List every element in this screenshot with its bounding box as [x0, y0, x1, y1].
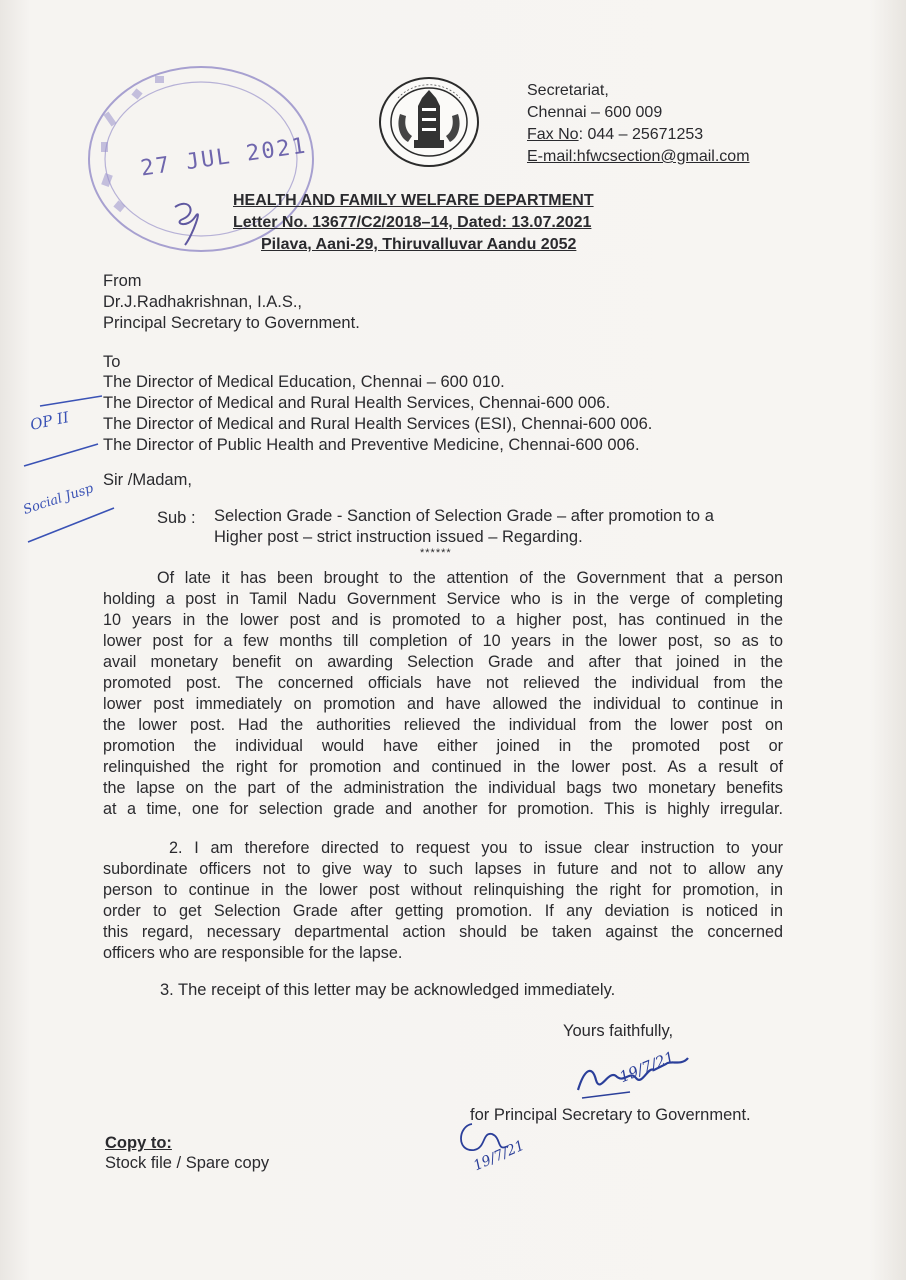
para1-line: Of late it has been brought to the attention of the Government that a person — [157, 569, 783, 587]
para2-line: this regard, necessary departmental action should be taken against the concerned — [103, 923, 783, 941]
para1-line: lower post immediately on promotion and have allowed the individual to continue in — [103, 695, 783, 713]
subject-line1: Selection Grade - Sanction of Selection Grade – after promotion to a — [214, 507, 714, 525]
subject-separator: ****** — [420, 547, 452, 559]
para1-line: promotion the individual would have either joined in the promoted post or — [103, 737, 783, 755]
fax-value: : 044 – 25671253 — [578, 126, 704, 143]
recipient-2: The Director of Medical and Rural Health Services, Chennai-600 006. — [103, 394, 611, 412]
para1-line: relinquished the right for promotion and continued in the lower post. As a result of — [103, 758, 783, 776]
para1-line: promoted post. The concerned officials have not relieved the individual from the — [103, 674, 783, 692]
email-value[interactable]: :hfwcsection@gmail.com — [572, 148, 750, 165]
copy-value: Stock file / Spare copy — [105, 1154, 270, 1172]
fax-label: Fax No — [527, 126, 579, 143]
para1-line: the lower post. Had the authorities relieved the individual from the lower post on — [103, 716, 783, 734]
recipient-1: The Director of Medical Education, Chennai – 600 010. — [103, 373, 505, 391]
para1-line: 10 years in the lower post and is promoted to a higher post, has continued in the — [103, 611, 783, 629]
stamp-initial-scribble — [165, 195, 215, 250]
paragraph-2 — [103, 838, 783, 964]
state-emblem-icon — [378, 76, 480, 168]
for-principal-secretary: for Principal Secretary to Government. — [470, 1106, 751, 1124]
tamil-date: Pilava, Aani-29, Thiruvalluvar Aandu 2052 — [261, 236, 577, 253]
copy-label: Copy to: — [105, 1134, 172, 1152]
paragraph-3: 3. The receipt of this letter may be acknowledged immediately. — [160, 981, 616, 999]
from-label: From — [103, 272, 142, 290]
para2-line: order to get Selection Grade after getting promotion. If any deviation is noticed in — [103, 902, 783, 920]
salutation: Sir /Madam, — [103, 471, 192, 489]
para1-line: avail monetary benefit on awarding Selection Grade and after that joined in the — [103, 653, 783, 671]
yours-faithfully: Yours faithfully, — [563, 1022, 674, 1040]
letter-number: Letter No. 13677/C2/2018–14, Dated: 13.07.2021 — [233, 214, 592, 231]
subject-line2: Higher post – strict instruction issued – Regarding. — [214, 528, 583, 546]
department-heading — [233, 190, 594, 256]
para2-line: person to continue in the lower post without relinquishing the right for promotion, in — [103, 881, 783, 899]
recipient-4: The Director of Public Health and Preventive Medicine, Chennai-600 006. — [103, 436, 640, 454]
initials-date: 19/7/21 — [471, 1137, 527, 1175]
para2-line: officers who are responsible for the lapse. — [103, 944, 403, 962]
recipient-3: The Director of Medical and Rural Health Services (ESI), Chennai-600 006. — [103, 415, 653, 433]
from-designation: Principal Secretary to Government. — [103, 314, 360, 332]
signature-date: 19/7/21 — [616, 1047, 678, 1087]
stamp-date: 27 JUL 2021 — [139, 133, 309, 182]
email-label: E-mail — [527, 148, 573, 165]
paragraph-1 — [103, 568, 783, 820]
margin-note-op2: OP II — [28, 408, 71, 434]
para2-line: subordinate officers not to give way to such lapses in future and not to allow any — [103, 860, 783, 878]
subject-label: Sub : — [157, 509, 196, 527]
department-name: HEALTH AND FAMILY WELFARE DEPARTMENT — [233, 192, 594, 209]
address-line1: Secretariat, — [527, 82, 609, 99]
para1-line: the lapse on the part of the administration the individual bags two monetary benefits — [103, 779, 783, 797]
para1-line: at a time, one for selection grade and another for promotion. This is highly irregular. — [103, 800, 783, 818]
para1-line: lower post for a few months till completion of 10 years in the lower post, so as to — [103, 632, 783, 650]
address-line2: Chennai – 600 009 — [527, 104, 663, 121]
from-name: Dr.J.Radhakrishnan, I.A.S., — [103, 293, 303, 311]
address-block — [527, 80, 750, 168]
margin-note-social: Social Jusp — [21, 481, 96, 518]
margin-pen-strokes — [10, 380, 120, 550]
email-line — [527, 146, 750, 168]
to-label: To — [103, 353, 121, 371]
para1-line: holding a post in Tamil Nadu Government Service who is in the verge of completing — [103, 590, 783, 608]
fax-line — [527, 124, 750, 146]
para2-line: 2. I am therefore directed to request you to issue clear instruction to your — [169, 839, 783, 857]
